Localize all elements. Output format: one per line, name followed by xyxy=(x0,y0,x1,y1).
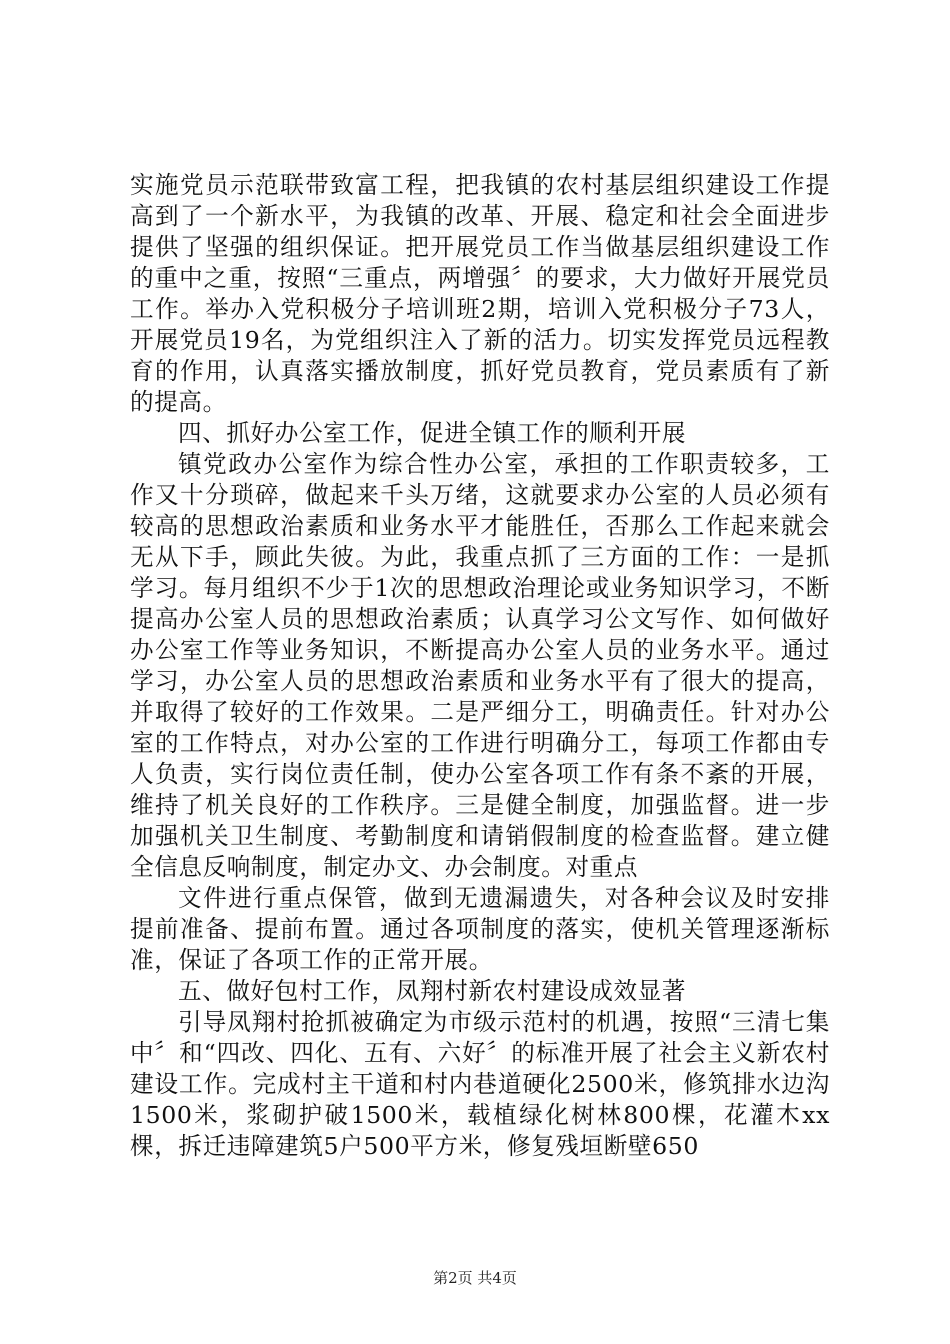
paragraph-document-management: 文件进行重点保管，做到无遗漏遗失，对各种会议及时安排提前准备、提前布置。通过各项制度的落实，使机关管理逐渐标准，保证了各项工作的正常开展。 xyxy=(130,884,830,974)
document-body xyxy=(130,170,830,1162)
section-heading-village-work: 五、做好包村工作，凤翔村新农村建设成效显著 xyxy=(178,977,687,1005)
paragraph-party-member: 实施党员示范联带致富工程，把我镇的农村基层组织建设工作提高到了一个新水平，为我镇的改革、开展、稳定和社会全面进步提供了坚强的组织保证。把开展党员工作当做基层组织建设工作的重中之重，按照“三重点，两增强〞的要求，大力做好开展党员工作。举办入党积极分子培训班2期，培训入党积极分子73人，开展党员19名，为党组织注入了新的活力。切实发挥党员远程教育的作用，认真落实播放制度，抓好党员教育，党员素质有了新的提高。 xyxy=(130,171,830,416)
paragraph-village-construction: 引导凤翔村抢抓被确定为市级示范村的机遇，按照“三清七集中〞和“四改、四化、五有、六好〞的标准开展了社会主义新农村建设工作。完成村主干道和村内巷道硬化2500米，修筑排水边沟1500米，浆砌护破1500米，载植绿化树林800棵，花灌木xx棵，拆迁违障建筑5户500平方米，修复残垣断壁650 xyxy=(130,1008,830,1160)
section-heading-office-work: 四、抓好办公室工作，促进全镇工作的顺利开展 xyxy=(178,419,687,447)
page-footer: 第2页 共4页 xyxy=(433,1269,517,1287)
paragraph-office-work: 镇党政办公室作为综合性办公室，承担的工作职责较多，工作又十分琐碎，做起来千头万绪，这就要求办公室的人员必须有较高的思想政治素质和业务水平才能胜任，否那么工作起来就会无从下手，顾此失彼。为此，我重点抓了三方面的工作：一是抓学习。每月组织不少于1次的思想政治理论或业务知识学习，不断提高办公室人员的思想政治素质；认真学习公文写作、如何做好办公室工作等业务知识，不断提高办公室人员的业务水平。通过学习，办公室人员的思想政治素质和业务水平有了很大的提高，并取得了较好的工作效果。二是严细分工，明确责任。针对办公室的工作特点，对办公室的工作进行明确分工，每项工作都由专人负责，实行岗位责任制，使办公室各项工作有条不紊的开展，维持了机关良好的工作秩序。三是健全制度，加强监督。进一步加强机关卫生制度、考勤制度和请销假制度的检查监督。建立健全信息反响制度，制定办文、办会制度。对重点 xyxy=(130,450,830,881)
